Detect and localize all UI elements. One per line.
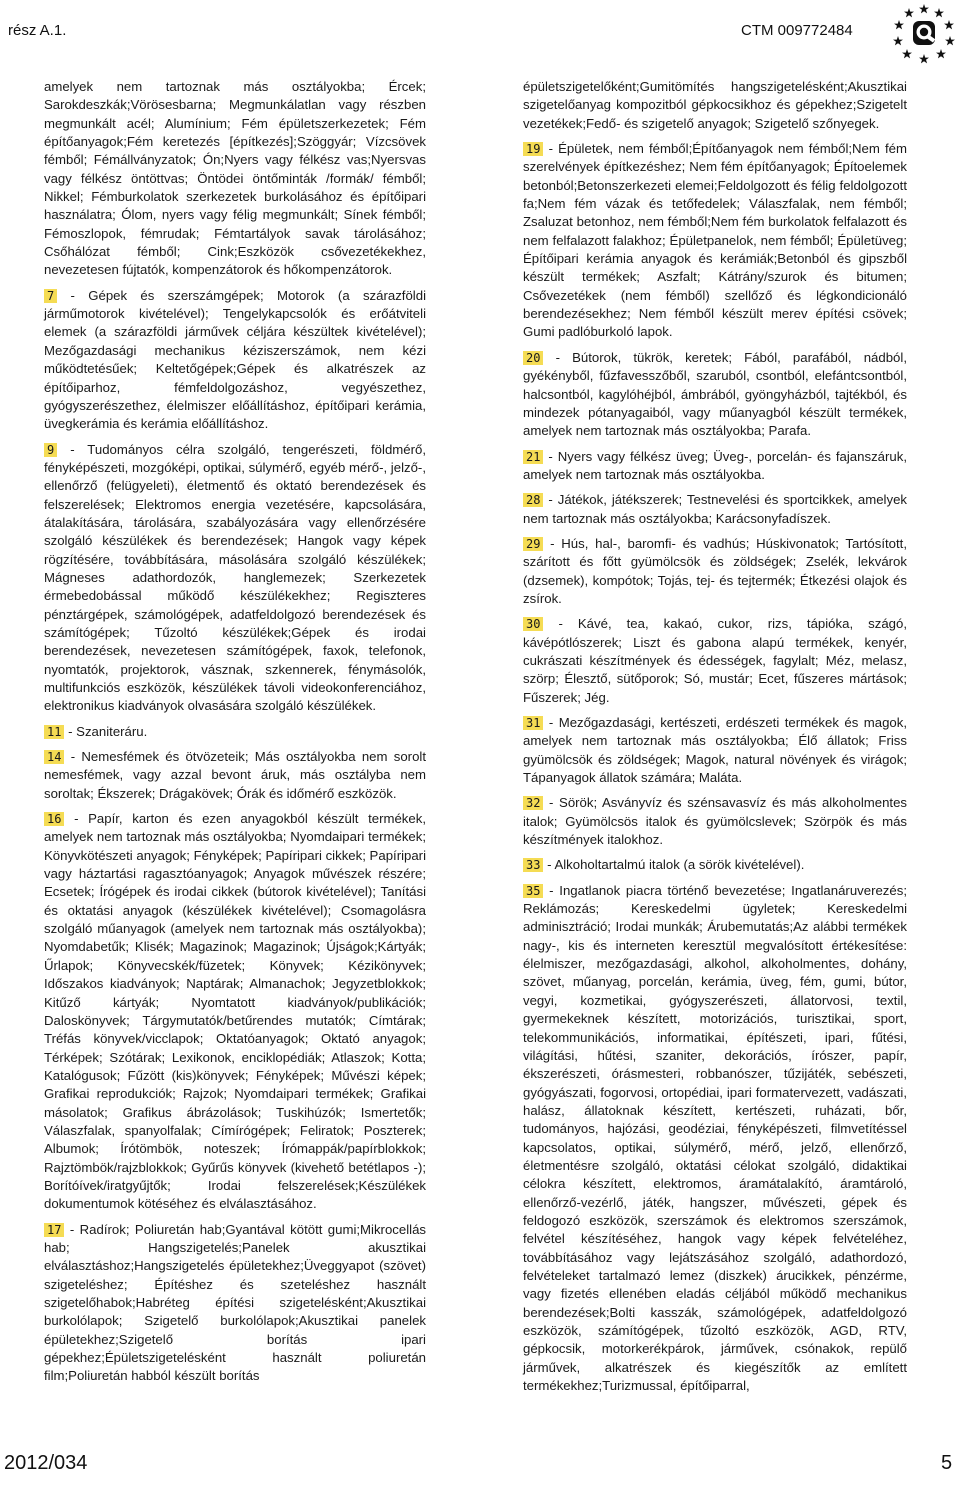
class-description: - Alkoholtartalmú italok (a sörök kivételével). xyxy=(543,857,805,873)
class-paragraph xyxy=(523,448,907,485)
class-paragraph xyxy=(44,287,426,434)
class-number-badge: 7 xyxy=(44,289,57,303)
class-number-badge: 19 xyxy=(523,142,543,156)
left-text-column xyxy=(44,78,426,1393)
issue-number: 2012/034 xyxy=(4,1452,88,1474)
class-paragraph xyxy=(523,794,907,849)
class-description: amelyek nem tartoznak más osztályokba; Ércek; Sarokdeszkák;Vörösesbarna; Megmunkálatlan vagy részben megmunkált acél; Alumínium; Fém épületszerkezetek; Fém építőanyagok;Fém keretezés [építkezés];Szöggyár; Vízcsövek fémből; Fémállványzatok; Ón;Nyers vagy félkész vas;Nyersvas vagy félkész öntöttvas; Öntödei öntőminták /formák/ fémből; Nikkel; Fémburkolatok szerkezetek burkolásához és építőipari használatra; Ólom, nyers vagy félig megmunkált; Sínek fémből; Fémoszlopok, fémrudak; Fémtartályok savak tárolásához; Csőhálózat fémből; Cink;Eszközök csővezetékekhez, nevezetesen fújtatók, kompenzátorok és hőkompenzátorok. xyxy=(44,79,426,278)
class-description: - Bútorok, tükrök, keretek; Fából, parafából, nádból, gyékényből, fűzfavesszőből, szaruból, csontból, elefántcsontból, halcsontból, kagylóhéjból, ámbrából, gyöngyházból, tajtékból, és mindezek pótanyagaiból, vagy műanyagból készült termékek, amelyek nem tartoznak más osztályokba; Parafa. xyxy=(523,349,907,439)
class-number-badge: 32 xyxy=(523,796,543,810)
class-description: - Kávé, tea, kakaó, cukor, rizs, tápióka, szágó, kávépótlószerek; Liszt és gabona alapú termékek, kenyér, cukrászati készítmények és édességek, fagylalt; Méz, melasz, szörp; Élesztő, sütőporok; Só, mustár; Ecet, fűszeres mártások; Fűszerek; Jég. xyxy=(523,616,907,705)
ctm-number: CTM 009772484 xyxy=(741,22,853,39)
class-paragraph xyxy=(523,349,907,441)
class-paragraph xyxy=(523,856,907,874)
class-number-badge: 21 xyxy=(523,450,543,464)
class-paragraph xyxy=(523,78,907,133)
class-paragraph xyxy=(44,441,426,716)
class-description: - Papír, karton és ezen anyagokból készült termékek, amelyek nem tartoznak más osztályokba; Nyomdaipari termékek; Könyvkötészeti anyagok; Fényképek; Papíripari cikkek; Papíripari vagy háztartási ragasztóanyagok; Anyagok művészek részére; Ecsetek; Írógépek és irodai cikkek (bútorok kivételével); Tanítási és oktatási anyagok (készülékek kivételével); Csomagolásra szolgáló műanyagok (amelyek nem tartoznak más osztályokba); Nyomdabetűk; Klisék; Magazinok; Magazinok; Újságok;Kártyák; Űrlapok; Könyvecskék/füzetek; Könyvek; Kézikönyvek; Időszakos kiadványok; Naptárak; Almanachok; Jegyzetblokkok; Kitűző kártyák; Nyomtatott kiadványok/publikációk; Daloskönyvek; Tárgymutatók/betűrendes mutatók; Címtárak; Tréfás könyvek/vicclapok; Oktatóanyagok; Oktató anyagok; Térképek; Szótárak; Lexikonok, enciklopédiák; Atlaszok; Kotta; Katalógusok; Fűzött (kis)könyvek; Fényképek; Művészi képek; Grafikai reprodukciók; Rajzok; Nyomdaipari termékek; Grafikai másolatok; Grafikus ábrázolások; Tuskihúzók; Ismertetők; Válaszfalak, spanyolfalak; Címírógépek; Feliratok; Poszterek; Albumok; Írótömbök, noteszek; Írómappák/papírblokkok; Rajztömbök/rajzblokkok; Gyűrűs könyvek (kivehető betétlapos -); Borítóívek/iratgyűjtők; Irodai felszerelések;Készülékek dokumentumok kötéséhez és elválasztásához. xyxy=(44,811,426,1212)
class-paragraph xyxy=(44,78,426,280)
class-paragraph xyxy=(44,810,426,1214)
class-paragraph xyxy=(523,714,907,787)
class-number-badge: 14 xyxy=(44,750,64,764)
class-paragraph xyxy=(523,491,907,528)
class-description: - Épületek, nem fémből;Építőanyagok nem fémből;Nem fém szerelvények építkezéshez; Nem fém építőanyagok; Építoelemek betonból;Betonszerkezeti elemei;Feldolgozott és félig feldolgozott fa;Nem fém vázak és tetőfedelek; Válaszfalak, nem fémből; Zsaluzat betonhoz, nem fémből;Nem fém burkolatok felfalazott és nem felfalazott falakhoz; Épületpanelok, nem fémből; Épületüveg; Építőipari kerámia anyagok és kerámiák;Betonból és gipszből készült termékek; Aszfalt; Kátrány/szurok és bitumen; Csővezetékek (nem fémből) szellőző és légkondicionáló berendezésekhez; Nem fémből készült merev építési csövek; Gumi padlóburkoló lapok. xyxy=(523,141,907,340)
class-number-badge: 28 xyxy=(523,493,543,507)
class-description: épületszigetelőként;Gumitömítés hangszigetelésként;Akusztikai szigetelőanyag kompozitból gépkocsikhoz és gépekhez;Szigetelt vezetékek;Fedő- és szigetelő anyagok; Szigetelő szőnyegek. xyxy=(523,79,907,131)
page-number: 5 xyxy=(941,1452,953,1474)
class-description: - Sörök; Asványvíz és szénsavasvíz és más alkoholmentes italok; Gyümölcsös italok és gyümölcslevek; Szörpök és más készítmények italokhoz. xyxy=(523,795,907,848)
class-description: - Tudományos célra szolgáló, tengerészeti, földmérő, fényképészeti, mozgóképi, optikai, súlymérő, egyéb mérő-, jelző-, ellenőrző (felügyeleti), életmentő és oktató berendezések és felszerelések; Elektromos energia vezetésére, kapcsolására, átalakítására, tárolására, szabályozására vagy ellenőrzésére szolgáló készülékek és berendezések; Hangok vagy képek rögzítésére, továbbítására, másolására szolgáló készülékek; Mágneses adathordozók, hanglemezek; Szerkezetek érmebedobással működő készülékekhez; Regiszteres pénztárgépek, számológépek, adatfeldolgozó berendezések és számítógépek; Tűzoltó készülékek;Gépek és irodai berendezések, nevezetesen számítógépek, faxok, telefonok, nyomtatók, projektorok, vásznak, szkennerek, fénymásolók, multifunkciós eszközök, készülékek távoli videokonferenciához, elektronikus kiadványok olvasására szolgáló készülékek. xyxy=(44,441,426,714)
class-number-badge: 17 xyxy=(44,1223,64,1237)
class-number-badge: 29 xyxy=(523,537,543,551)
class-number-badge: 11 xyxy=(44,725,64,739)
class-description: - Radírok; Poliuretán hab;Gyantával kötött gumi;Mikrocellás hab; Hangszigetelés;Panelek akusztikai elválasztáshoz;Hangszigetelés épületekhez;Üveggyapot (szövet) szigeteléshez; Építéshez és szeteléshez használt szigetelőhabok;Habréteg építési szigetelésként;Akusztikai burkolólapok; Szigetelő burkolólapok;Akusztikai panelek épületekhez;Szigetelő borítás ipari gépekhez;Épületszigetelésként használt poliuretán film;Poliuretán habból készült borítás xyxy=(44,1221,426,1384)
class-paragraph xyxy=(523,140,907,342)
class-paragraph xyxy=(523,615,907,707)
class-description: - Mezőgazdasági, kertészeti, erdészeti termékek és magok, amelyek nem tartoznak más osztályokba; Élő állatok; Friss gyümölcsök és zöldségek; Magok, natural növények és virágok; Tápanyagok állatok számára; Maláta. xyxy=(523,715,907,786)
class-number-badge: 16 xyxy=(44,812,64,826)
class-description: - Gépek és szerszámgépek; Motorok (a szárazföldi járműmotorok kivételével); Tengelykapcsolók és erőátviteli elemek (a szárazföldi járművek céljára készültek kivételével); Mezőgazdasági mechanikus kéziszerszámok, nem kézi működtetésűek; Keltetőgépek;Gépek és alkatrészek az építőiparhoz, fémfeldolgozáshoz, vegyészethez, gyógyszerészethez, élelmiszer előállításhoz, építőipari kerámia, üvegkerámia és kerámia előállításhoz. xyxy=(44,287,426,432)
class-description: - Hús, hal-, baromfi- és vadhús; Húskivonatok; Tartósított, szárított és főtt gyümölcsök és zöldségek; Zselék, lekvárok (dzsemek), kompótok; Tojás, tej- és tejtermék; Étkezési olajok és zsírok. xyxy=(523,535,907,606)
class-number-badge: 20 xyxy=(523,351,543,365)
right-text-column xyxy=(523,78,907,1402)
class-paragraph xyxy=(44,723,426,741)
class-paragraph xyxy=(44,748,426,803)
class-number-badge: 30 xyxy=(523,617,543,631)
class-number-badge: 35 xyxy=(523,884,543,898)
eu-stars-logo-icon xyxy=(893,3,955,65)
class-description: - Játékok, játékszerek; Testnevelési és sportcikkek, amelyek nem tartoznak más osztályokba; Karácsonyfadíszek. xyxy=(523,492,907,526)
class-description: - Ingatlanok piacra történő bevezetése; Ingatlanáruverezés; Reklámozás; Kereskedelmi ügyletek; Kereskedelmi adminisztráció; Irodai munkák; Árubemutatás;Az alábbi termékek nagy-, kis és interneten keresztül megvalósított értékesítése: élelmiszer, mezőgazdasági, alkohol, alkoholmentes, dohány, szövet, műanyag, porcelán, kerámia, üveg, fém, gumi, bútor, vegyi, kozmetikai, gyógyszerészeti, állatorvosi, textil, gyermekeknek készített, motorizációs, turisztikai, sport, telekommunikációs, informatikai, építészeti, ipari, fűtési, világítási, hűtési, szaniter, dekorációs, írószer, papír, ékszerészeti, órásmesteri, robbanószer, tűzijáték, sebészeti, gyógyászati, fogorvosi, ortopédiai, ipari formatervezett, vadászati, halász, állatoknak készített, kertészeti, ruházati, bőr, tudományos, hajózási, geodéziai, fényképészeti, filmvetítéssel kapcsolatos, optikai, súlymérő, mérő, jelző, ellenőrző, életmentésre szolgáló, oktatási célokat szolgáló, didaktikai célokra készített, elektromos, áramátalakító, áramtároló, ellenőrző-vezérlő, játék, hangszer, művészeti, gépek és feldogozó eszközök, szerszámok és elektromos szerszámok, felvétel készítéséhez, hangok vagy képek felvételéhez, továbbításához vagy lejátszásához szolgáló, adathordozó, felvételeket tartalmazó lemez (diszkek) árucikkek, pénzérme, vagy fizetés ellenében eladás céljából működő mechanikus berendezések;Bolti kasszák, számológépek, adatfeldolgozó eszközök, számítógépek, tűzoltó eszközök, AGD, RTV, gépkocsik, motorkerékpárok, járművek, csónakok, repülő járművek, alkatrészek és kiegészítők az említett termékekhez;Turizmussal, építőiparral, xyxy=(523,882,907,1394)
class-paragraph xyxy=(523,535,907,608)
class-description: - Nemesfémek és ötvözeteik; Más osztályokba nem sorolt nemesfémek, vagy azzal bevont áruk, más osztályba nem soroltak; Ékszerek; Drágakövek; Órák és időmérő eszközök. xyxy=(44,749,426,801)
class-description: - Szaniteráru. xyxy=(64,723,148,739)
class-number-badge: 9 xyxy=(44,443,57,457)
class-number-badge: 31 xyxy=(523,716,543,730)
class-description: - Nyers vagy félkész üveg; Üveg-, porcelán- és fajanszáruk, amelyek nem tartoznak más osztályokba. xyxy=(523,448,907,482)
class-number-badge: 33 xyxy=(523,858,543,872)
part-label: rész A.1. xyxy=(8,22,67,39)
class-paragraph xyxy=(523,882,907,1396)
class-paragraph xyxy=(44,1221,426,1386)
